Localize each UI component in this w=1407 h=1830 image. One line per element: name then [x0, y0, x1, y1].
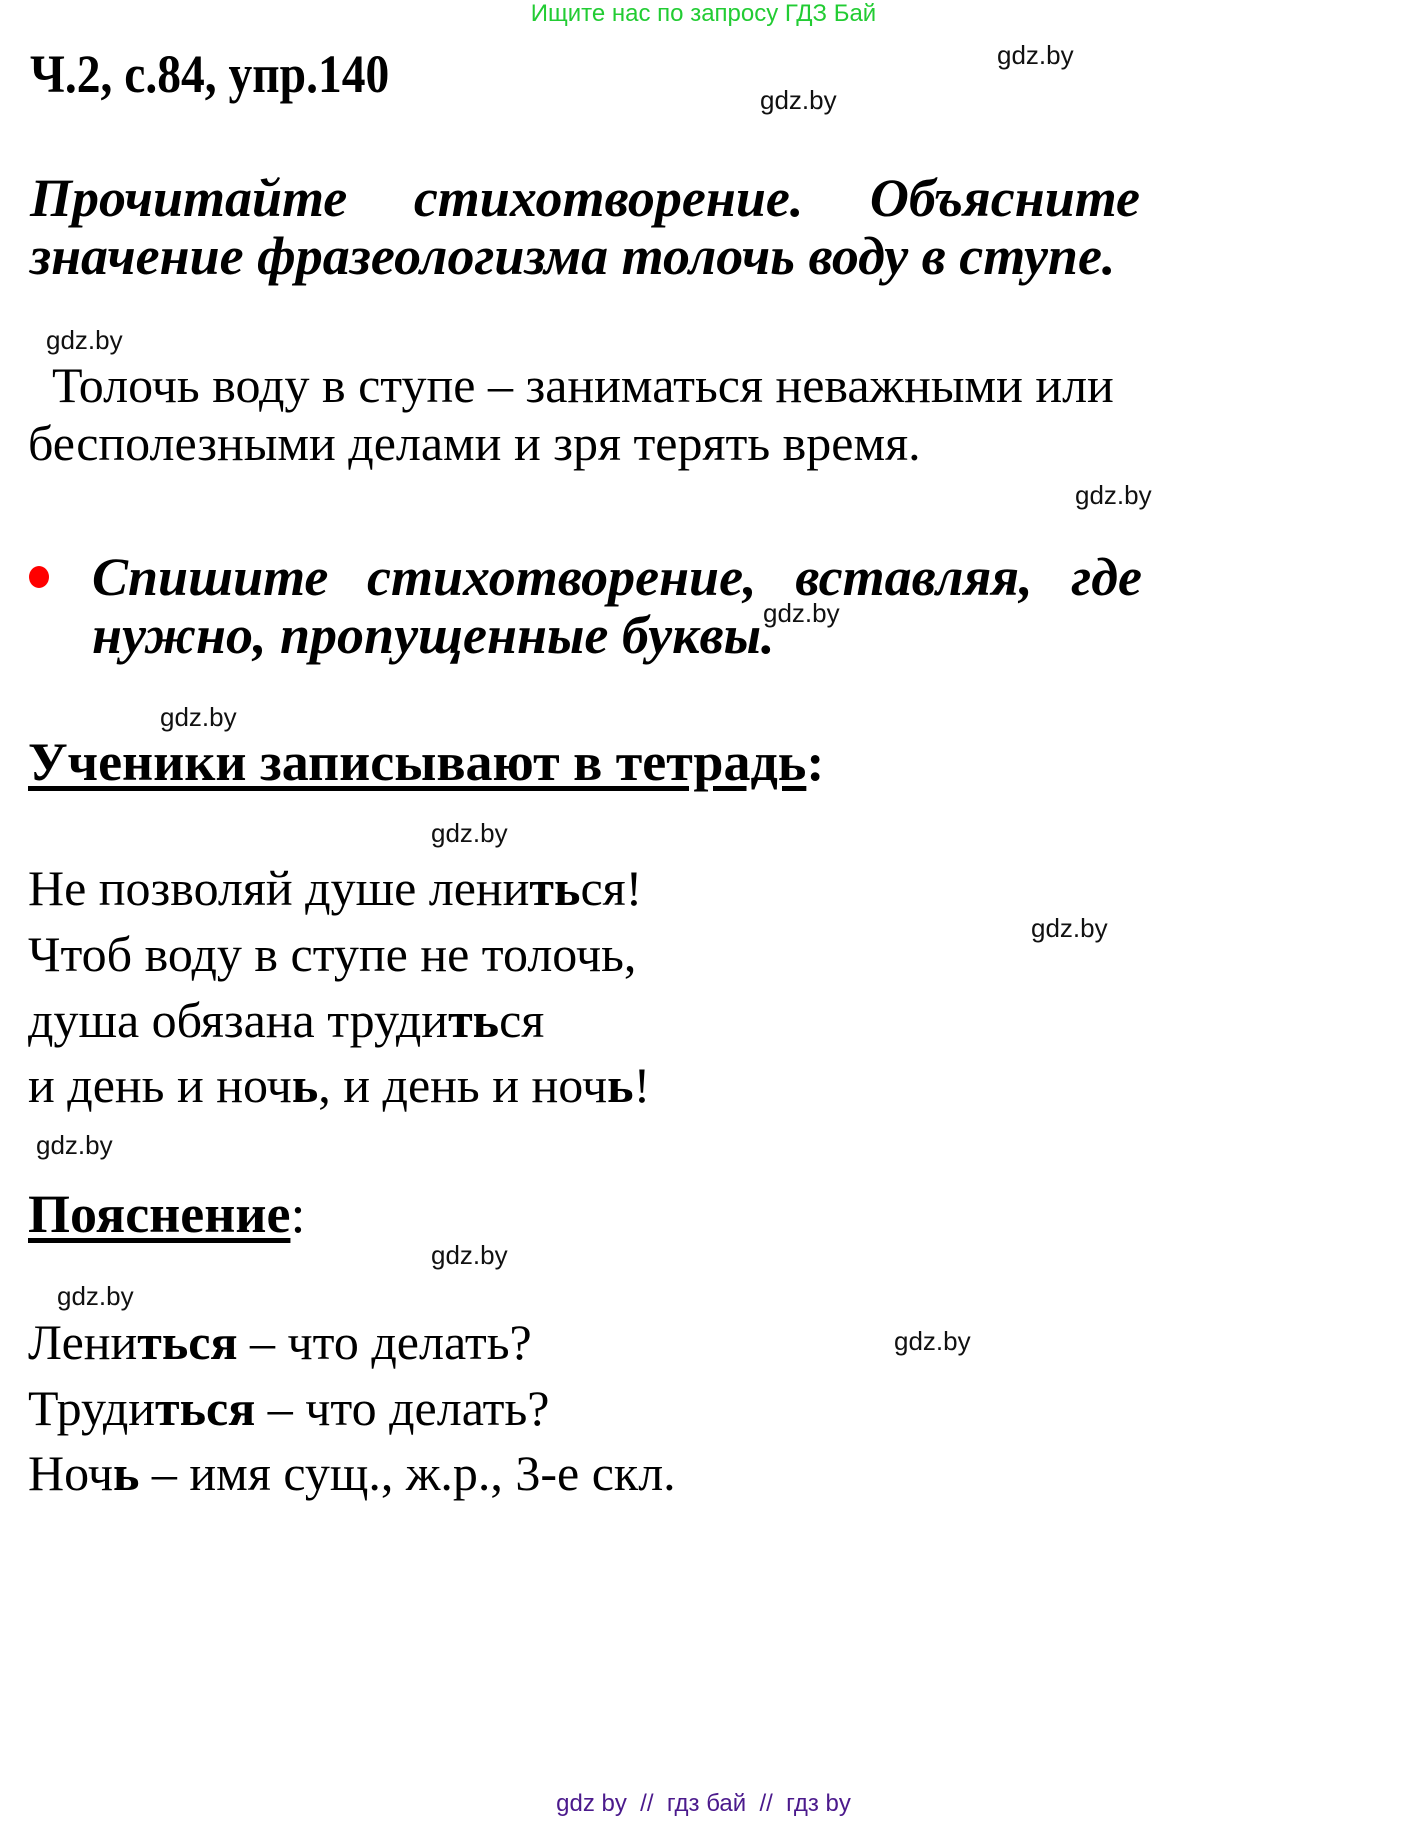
poem-line	[28, 1055, 650, 1115]
poem-line	[28, 858, 642, 918]
explanation-text: – что делать?	[255, 1380, 550, 1436]
watermark: gdz.by	[160, 702, 237, 732]
task-word: вставляя,	[795, 547, 1033, 607]
notebook-heading	[28, 730, 824, 794]
explanation-text: Лени	[28, 1314, 138, 1370]
explanation-highlight: ться	[137, 1314, 238, 1370]
poem-highlight: ь	[291, 1057, 319, 1113]
watermark: gdz.by	[997, 40, 1074, 70]
poem-highlight: ь	[607, 1057, 634, 1113]
task-word: Спишите	[92, 547, 329, 607]
task-line-2: значение фразеологизма толочь воду в ступе.	[30, 226, 1116, 286]
task-instruction-2	[92, 545, 1142, 667]
poem-text: душа обязана труди	[28, 992, 449, 1048]
task-word: Объясните	[869, 168, 1140, 228]
watermark: gdz.by	[1031, 913, 1108, 943]
explanation-heading-colon: :	[290, 1184, 306, 1244]
explanation-line	[28, 1378, 549, 1438]
explanation-text: – имя сущ., ж.р., 3-е скл.	[139, 1445, 676, 1501]
task-instruction-1	[30, 166, 1330, 288]
poem-text: и день и ноч	[28, 1057, 292, 1113]
explanation-text: Ноч	[28, 1445, 113, 1501]
explanation-text: – что делать?	[237, 1314, 532, 1370]
watermark: gdz.by	[46, 325, 123, 355]
watermark: gdz.by	[57, 1281, 134, 1311]
poem-text: ся	[499, 992, 545, 1048]
poem-text: Не позволяй душе лени	[28, 860, 530, 916]
notebook-heading-text: Ученики записывают в тетрадь	[28, 732, 807, 792]
task-line-2: нужно, пропущенные буквы.	[92, 605, 775, 665]
task-word: где	[1071, 547, 1142, 607]
explanation-heading	[28, 1182, 305, 1246]
task-word: стихотворение,	[367, 547, 757, 607]
explanation-heading-text: Пояснение	[28, 1184, 291, 1244]
watermark: gdz.by	[1075, 480, 1152, 510]
search-banner: Ищите нас по запросу ГДЗ Бай	[530, 0, 877, 27]
footer-links: gdz by // гдз бай // гдз by	[556, 1790, 851, 1817]
watermark: gdz.by	[36, 1130, 113, 1160]
explanation-highlight: ь	[112, 1445, 140, 1501]
task-word: стихотворение.	[413, 168, 804, 228]
task-word: Прочитайте	[30, 168, 348, 228]
watermark: gdz.by	[431, 1240, 508, 1270]
poem-text: , и день и ноч	[318, 1057, 608, 1113]
watermark: gdz.by	[894, 1326, 971, 1356]
bullet-icon	[29, 566, 49, 588]
poem-text: ся!	[580, 860, 643, 916]
watermark: gdz.by	[431, 818, 508, 848]
poem-text: !	[633, 1057, 651, 1113]
poem-highlight: ть	[448, 992, 500, 1048]
explanation-highlight: ться	[155, 1380, 256, 1436]
explanation-line	[28, 1312, 532, 1372]
explanation-line	[28, 1443, 676, 1503]
notebook-heading-colon: :	[806, 732, 825, 792]
answer-line-2: бесполезными делами и зря терять время.	[28, 415, 921, 471]
poem-highlight: ть	[529, 860, 581, 916]
page-title: Ч.2, с.84, упр.140	[30, 44, 390, 104]
explanation-text: Труди	[28, 1380, 156, 1436]
poem-line	[28, 990, 544, 1050]
answer-line-1: Толочь воду в ступе – заниматься неважными или	[52, 357, 1114, 413]
watermark: gdz.by	[763, 598, 840, 628]
poem-line	[28, 924, 636, 984]
watermark: gdz.by	[760, 85, 837, 115]
poem-text: Чтоб воду в ступе не толочь,	[28, 926, 637, 982]
